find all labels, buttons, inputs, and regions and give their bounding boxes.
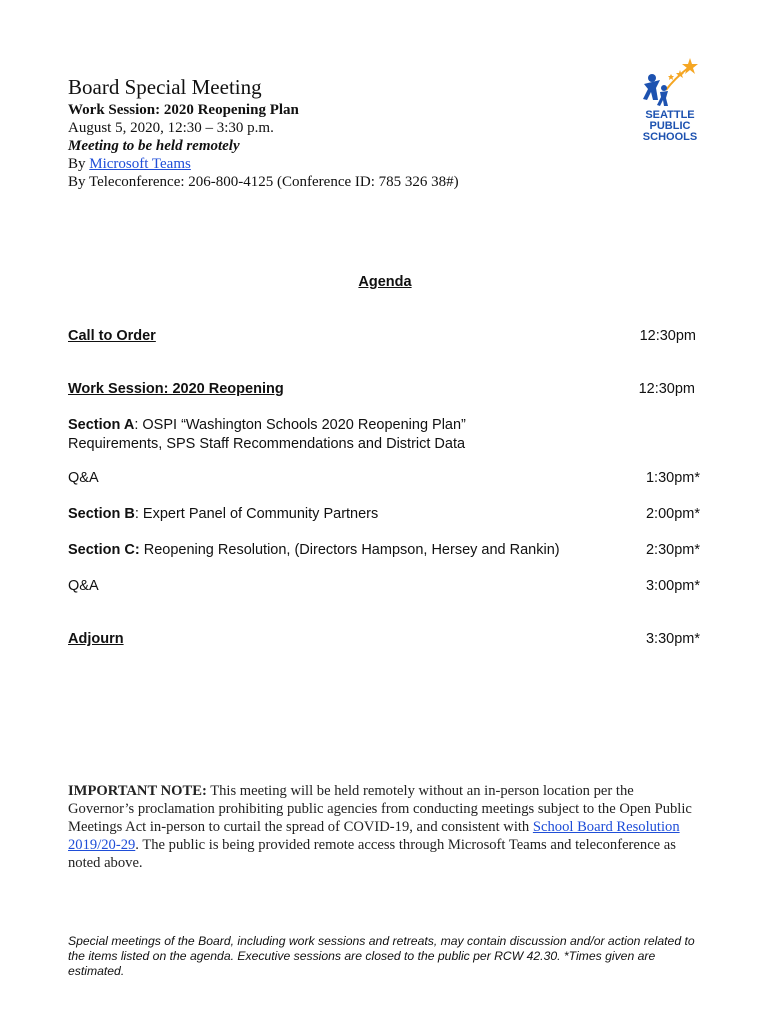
- section-b-text: : Expert Panel of Community Partners: [134, 506, 379, 522]
- agenda-item-label: Adjourn: [68, 631, 124, 647]
- agenda-item-time: 2:00pm*: [645, 506, 700, 522]
- agenda-heading: Agenda: [358, 274, 412, 290]
- important-note-text: This meeting will be held remotely without an in-person location per the Governor’s proclamation prohibiting public agencies from conducting meetings subject to the Open Public Meetings Act in-person to curtail the spread of COVID-19, and consistent with: [68, 783, 692, 835]
- agenda-item-label: Call to Order: [68, 328, 156, 344]
- logo-text: [638, 110, 702, 143]
- teleconference-line: By Teleconference: 206-800-4125 (Conference ID: 785 326 38#): [68, 174, 459, 190]
- school-board-resolution-link[interactable]: School Board Resolution 2019/20-29: [68, 819, 680, 853]
- agenda-item-label: Q&A: [68, 470, 99, 486]
- section-c-label: Section C:: [68, 542, 140, 558]
- footer-disclaimer: Special meetings of the Board, including work sessions and retreats, may contain discussion and/or action related to the items listed on the agenda. Executive sessions are closed to the public per RCW 42.30. *Times given are estimated.: [68, 934, 695, 978]
- seattle-public-schools-logo: [638, 56, 702, 148]
- agenda-item-time: 3:30pm*: [645, 631, 700, 647]
- important-note: [68, 782, 700, 872]
- agenda-item-label: [68, 416, 466, 454]
- important-note-lead: IMPORTANT NOTE:: [68, 783, 207, 799]
- meeting-subtitle: Work Session: 2020 Reopening Plan: [68, 102, 299, 118]
- logo-line-3: SCHOOLS: [642, 131, 698, 143]
- agenda-item-time: 1:30pm*: [645, 470, 700, 486]
- important-note-text-end: . The public is being provided remote access through Microsoft Teams and teleconference as noted above.: [68, 837, 676, 871]
- agenda-item-time: 12:30pm: [638, 381, 695, 397]
- section-a-text: : OSPI “Washington Schools 2020 Reopening Plan”: [134, 417, 466, 433]
- agenda-item-label: [68, 505, 378, 524]
- agenda-item-label: Work Session: 2020 Reopening: [68, 381, 284, 397]
- agenda-item-label: [68, 541, 560, 560]
- logo-line-2: PUBLIC: [649, 120, 691, 132]
- section-a-label: Section A: [68, 417, 135, 433]
- meeting-date: August 5, 2020, 12:30 – 3:30 p.m.: [68, 120, 274, 136]
- agenda-item-label: Q&A: [68, 578, 99, 594]
- page-title: Board Special Meeting: [68, 75, 262, 99]
- microsoft-teams-link[interactable]: Microsoft Teams: [89, 156, 191, 172]
- section-c-text: Reopening Resolution, (Directors Hampson, Hersey and Rankin): [139, 542, 560, 558]
- teams-prefix: By: [68, 156, 90, 172]
- logo-line-1: SEATTLE: [645, 109, 695, 121]
- agenda-item-time: 2:30pm*: [645, 542, 700, 558]
- remote-notice: Meeting to be held remotely: [68, 138, 240, 154]
- agenda-item-time: 12:30pm: [639, 328, 696, 344]
- agenda-item-section-a: [68, 416, 700, 456]
- star-figures-icon: [638, 56, 702, 112]
- section-a-text-line2: Requirements, SPS Staff Recommendations and District Data: [68, 436, 466, 452]
- meeting-header: [68, 74, 628, 191]
- section-b-label: Section B: [68, 506, 135, 522]
- agenda-item-time: 3:00pm*: [645, 578, 700, 594]
- teams-line: [68, 155, 628, 173]
